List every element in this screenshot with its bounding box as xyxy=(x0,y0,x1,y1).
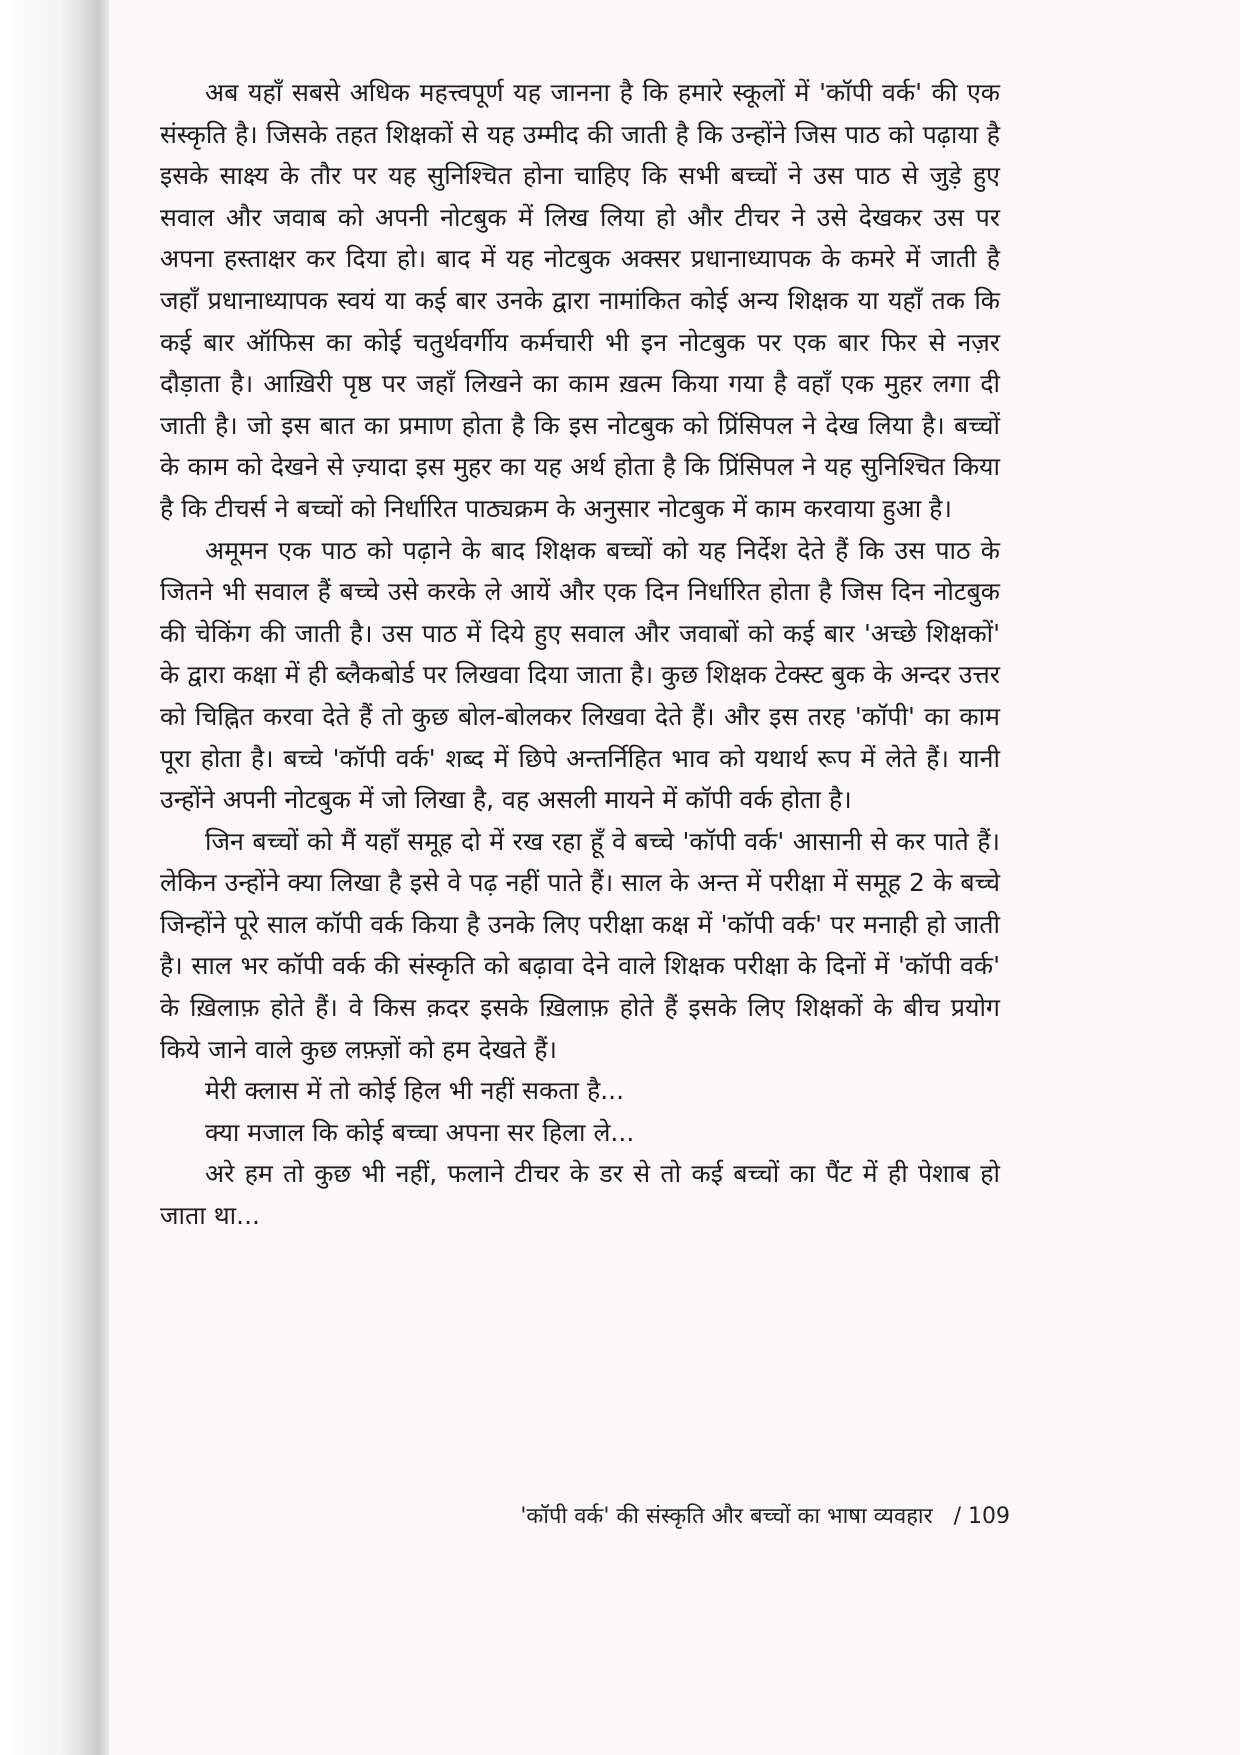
running-title: 'कॉपी वर्क' की संस्कृति और बच्चों का भाषा व्यवहार xyxy=(520,1504,933,1529)
paragraph-2: अमूमन एक पाठ को पढ़ाने के बाद शिक्षक बच्चों को यह निर्देश देते हैं कि उस पाठ के जितने भी सवाल हैं बच्चे उसे करके ले आयें और एक दिन निर्धारित होता है जिस दिन नोटबुक की चेकिंग की जाती है। उस पाठ में दिये हुए सवाल और जवाबों को कई बार 'अच्छे शिक्षकों' के द्वारा कक्षा में ही ब्लैकबोर्ड पर लिखवा दिया जाता है। कुछ शिक्षक टेक्स्ट बुक के अन्दर उत्तर को चिह्नित करवा देते हैं तो कुछ बोल-बोलकर लिखवा देते हैं। और इस तरह 'कॉपी' का काम पूरा होता है। बच्चे 'कॉपी वर्क' शब्द में छिपे अन्तर्निहित भाव को यथार्थ रूप में लेते हैं। यानी उन्होंने अपनी नोटबुक में जो लिखा है, वह असली मायने में कॉपी वर्क होता है। xyxy=(160,535,1000,815)
paragraph-3: जिन बच्चों को मैं यहाँ समूह दो में रख रहा हूँ वे बच्चे 'कॉपी वर्क' आसानी से कर पाते हैं। लेकिन उन्होंने क्या लिखा है इसे वे पढ़ नहीं पाते हैं। साल के अन्त में परीक्षा में समूह 2 के बच्चे जिन्होंने पूरे साल कॉपी वर्क किया है उनके लिए परीक्षा कक्ष में 'कॉपी वर्क' पर मनाही हो जाती है। साल भर कॉपी वर्क की संस्कृति को बढ़ावा देने वाले शिक्षक परीक्षा के दिनों में 'कॉपी वर्क' के ख़िलाफ़ होते हैं। वे किस क़दर इसके ख़िलाफ़ होते हैं इसके लिए शिक्षकों के बीच प्रयोग किये जाने वाले कुछ लफ़्ज़ों को हम देखते हैं। xyxy=(160,826,1000,1064)
dialogue-line-2: क्या मजाल कि कोई बच्चा अपना सर हिला ले... xyxy=(205,1117,635,1147)
dialogue-line-3: अरे हम तो कुछ भी नहीं, फलाने टीचर के डर से तो कई बच्चों का पैंट में ही पेशाब हो जाता था... xyxy=(160,1159,1000,1231)
dialogue-line-1: मेरी क्लास में तो कोई हिल भी नहीं सकता है... xyxy=(205,1076,625,1106)
book-spine-shadow xyxy=(0,0,110,1755)
page-footer xyxy=(410,1500,1010,1530)
footer-separator: / xyxy=(953,1504,961,1529)
body-text xyxy=(160,72,1000,1237)
paragraph-1: अब यहाँ सबसे अधिक महत्त्वपूर्ण यह जानना है कि हमारे स्कूलों में 'कॉपी वर्क' की एक संस्कृति है। जिसके तहत शिक्षकों से यह उम्मीद की जाती है कि उन्होंने जिस पाठ को पढ़ाया है इसके साक्ष्य के तौर पर यह सुनिश्चित होना चाहिए कि सभी बच्चों ने उस पाठ से जुड़े हुए सवाल और जवाब को अपनी नोटबुक में लिख लिया हो और टीचर ने उसे देखकर उस पर अपना हस्ताक्षर कर दिया हो। बाद में यह नोटबुक अक्सर प्रधानाध्यापक के कमरे में जाती है जहाँ प्रधानाध्यापक स्वयं या कई बार उनके द्वारा नामांकित कोई अन्य शिक्षक या यहाँ तक कि कई बार ऑफिस का कोई चतुर्थवर्गीय कर्मचारी भी इन नोटबुक पर एक बार फिर से नज़र दौड़ाता है। आख़िरी पृष्ठ पर जहाँ लिखने का काम ख़त्म किया गया है वहाँ एक मुहर लगा दी जाती है। जो इस बात का प्रमाण होता है कि इस नोटबुक को प्रिंसिपल ने देख लिया है। बच्चों के काम को देखने से ज़्यादा इस मुहर का यह अर्थ होता है कि प्रिंसिपल ने यह सुनिश्चित किया है कि टीचर्स ने बच्चों को निर्धारित पाठ्यक्रम के अनुसार नोटबुक में काम करवाया हुआ है। xyxy=(160,78,1000,523)
page-number: 109 xyxy=(968,1504,1010,1529)
